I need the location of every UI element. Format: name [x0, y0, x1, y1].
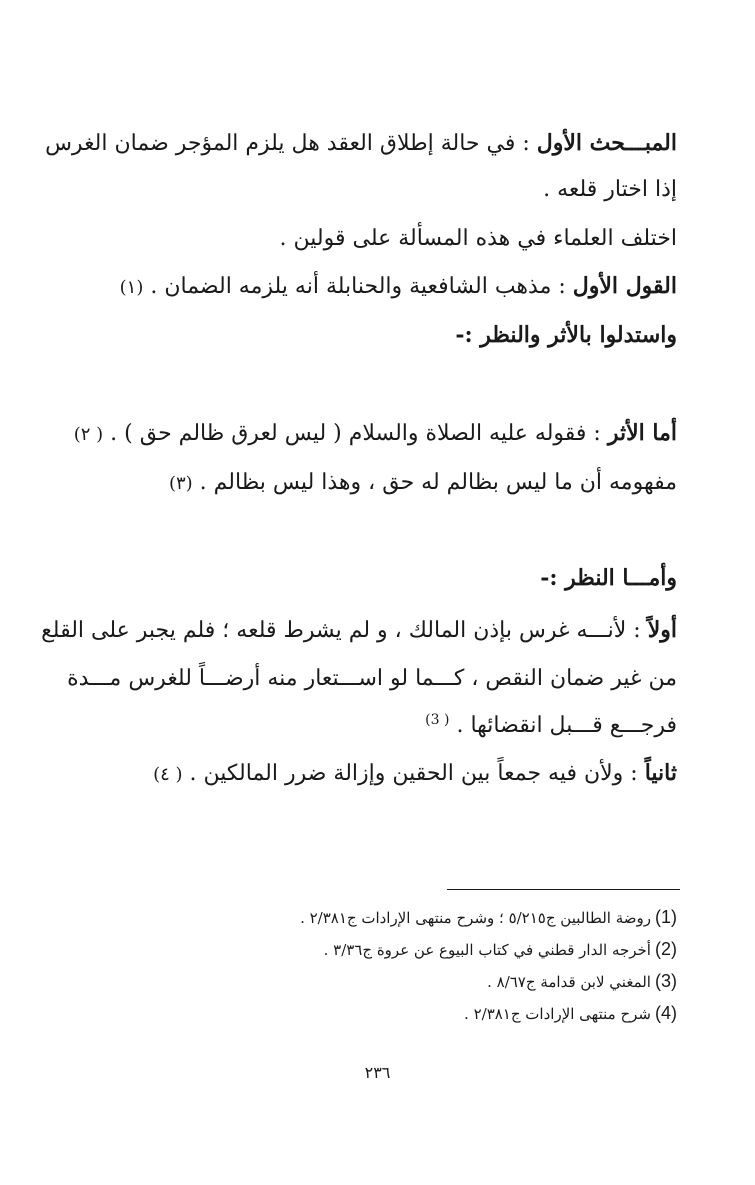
topic-cont: إذا اختار قلعه . [543, 177, 677, 202]
footnote-item [324, 937, 677, 962]
second-argument-line [153, 756, 677, 792]
second-text: : ولأن فيه جمعاً بين الحقين وإزالة ضرر المالكين . [182, 761, 645, 786]
first-opinion-heading: القول الأول [572, 273, 677, 299]
first-argument-end [425, 709, 677, 745]
athar-meaning-text: مفهومه أن ما ليس بظالم له حق ، وهذا ليس بظالم . [192, 470, 677, 495]
footnote-item [487, 969, 677, 994]
first-opinion-line [120, 269, 677, 305]
footnote-divider [447, 889, 680, 890]
footnote-text: شرح منتهى الإرادات ج٢/٣٨١ . [464, 1005, 651, 1023]
first-argument-cont: من غير ضمان النقص ، كـــما لو اســـتعار منه أرضـــاً للغرس مـــدة [67, 666, 677, 691]
first-heading: أولاً [647, 617, 677, 643]
page-number: ٢٣٦ [364, 1063, 391, 1082]
evidence-heading: واستدلوا بالأثر والنظر :- [455, 322, 677, 348]
nazar-heading: وأمـــا النظر :- [540, 565, 677, 591]
athar-line [74, 416, 677, 452]
athar-heading: أما الأثر [607, 420, 677, 446]
footnote-ref: (١) [119, 277, 144, 298]
footnote-text: المغني لابن قدامة ج٨/٦٧ . [487, 973, 651, 991]
footnote-ref: ( 3) [425, 712, 450, 728]
footnote-number: (2) [654, 939, 677, 959]
topic-line [45, 126, 677, 161]
footnote-number: (4) [654, 1003, 677, 1023]
footnote-number: (3) [654, 971, 677, 991]
footnote-text: أخرجه الدار قطني في كتاب البيوع عن عروة ج٣/٣٦ . [323, 941, 651, 959]
footnote-ref: ( ٤) [153, 764, 183, 785]
topic-text: : في حالة إطلاق العقد هل يلزم المؤجر ضمان الغرس [45, 131, 537, 156]
footnote-item [464, 1001, 677, 1026]
footnote-ref: ( ٢) [73, 424, 104, 445]
second-heading: ثانياً [644, 760, 677, 786]
first-text: : لأنـــه غرس بإذن المالك ، و لم يشرط قلعه ؛ فلم يجبر على القلع [41, 618, 648, 643]
footnote-ref: (٣) [168, 473, 193, 494]
footnote-item [300, 905, 677, 930]
first-argument-line [41, 613, 677, 648]
topic-heading: المبـــحث الأول [536, 130, 677, 156]
first-argument-end-text: فرجـــع قـــبل انقضائها . [449, 713, 677, 738]
first-opinion-text: : مذهب الشافعية والحنابلة أنه يلزمه الضمان . [143, 274, 573, 299]
footnote-number: (1) [654, 907, 677, 927]
intro-line: اختلف العلماء في هذه المسألة على قولين . [279, 226, 677, 251]
athar-meaning-line [169, 466, 677, 501]
footnote-text: روضة الطالبين ج٥/٢١٥ ؛ وشرح منتهى الإرادات ج٢/٣٨١ . [300, 909, 651, 927]
athar-text: : فقوله عليه الصلاة والسلام ( ليس لعرق ظالم حق ) . [103, 421, 608, 446]
